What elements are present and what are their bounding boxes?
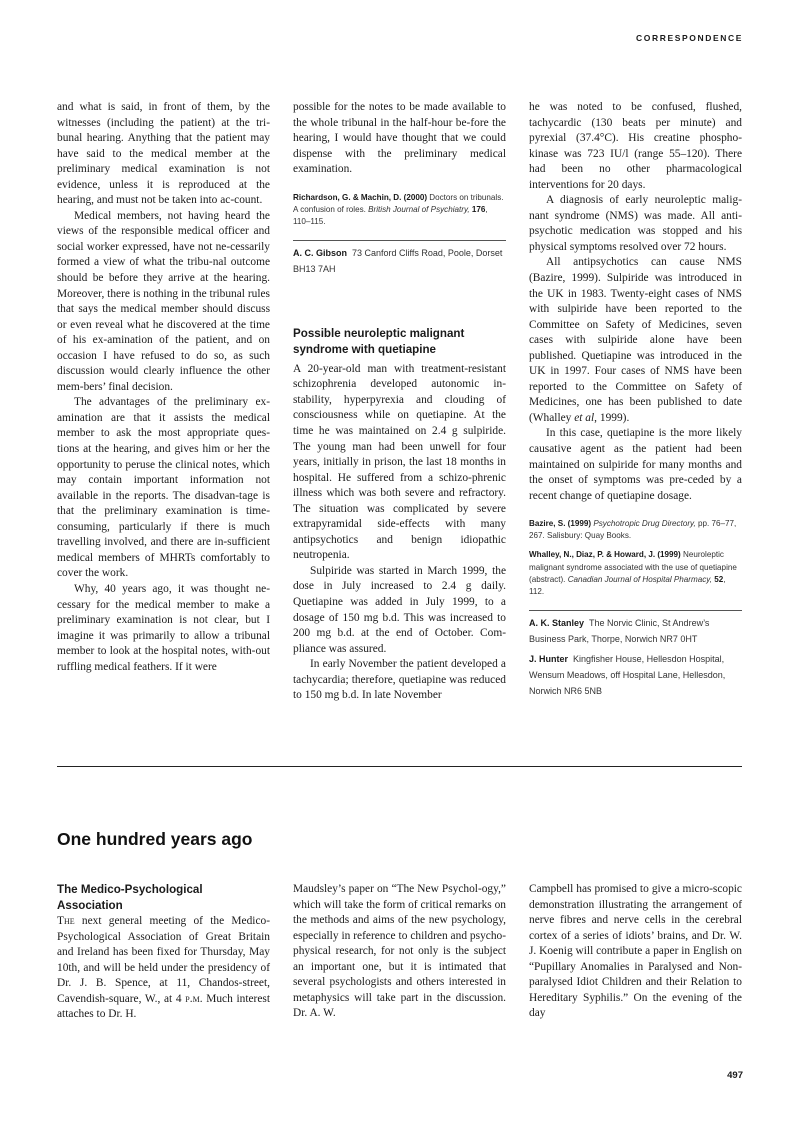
section-divider	[57, 766, 742, 767]
bottom-column-2	[293, 882, 506, 1022]
bottom-column-3	[529, 882, 742, 1022]
ref-authors: Whalley, N., Diaz, P. & Howard, J. (1999)	[529, 550, 681, 560]
author-address: Kingfisher House, Hellesdon Hospital, Wensum Meadows, off Hospital Lane, Hellesdon, Norwich NR6 5NB	[529, 653, 726, 697]
signature-hunter	[529, 651, 742, 700]
paragraph: possible for the notes to be made available to the whole tribunal in the half-hour be-fore the hearing, I would have thought that we could dispense with the preliminary medical examination.	[293, 101, 506, 176]
ref-journal: British Journal of Psychiatry,	[368, 204, 470, 214]
paragraph: A 20-year-old man with treatment-resistant schizophrenia developed autonomic in-stability, hyperpyrexia and clouding of consciousness while on quetiapine. At the time he was maintained on 2.4 g sulpiride. The young man had been unwell for four years, initially in prison, the last 18 months in hospital. He suffered from a schizo-phrenic illness which was both severe and refractory. The situation was complicated by severe extrapyramidal side-effects with many antipsychotics and benign idiopathic neutropenia.	[293, 362, 506, 562]
signature-rule	[529, 610, 742, 611]
paragraph: In this case, quetiapine is the more likely causative agent as the patient had been maintained on sulpiride for many months and the onset of symptoms was pre-ceded by a recent change of quetiapine dosage.	[529, 427, 742, 502]
paragraph	[57, 914, 270, 1023]
signature-stanley	[529, 615, 742, 648]
article-heading: Possible neuroleptic malignant syndrome with quetiapine	[293, 326, 465, 356]
lead-word: The	[57, 915, 75, 927]
author-address: The Norvic Clinic, St Andrew’s Business Park, Thorpe, Norwich NR7 0HT	[529, 617, 710, 645]
ref-pages: , 110–115.	[293, 204, 488, 226]
text-smallcaps: p.m.	[185, 992, 203, 1005]
paragraph: A diagnosis of early neuroleptic malig-nant syndrome (NMS) was made. All anti-psychotic medication was stopped and his physical symptoms resolved over 72 hours.	[529, 194, 742, 253]
ref-title: Neuroleptic malignant syndrome associated with the use of quetiapine (abstract).	[529, 550, 737, 584]
author-name: J. Hunter	[529, 653, 569, 664]
paragraph: Campbell has promised to give a micro-scopic demonstration illustrating the arrangement of nerve fibres and nerve cells in the cerebral cortex of a series of idiots’ brains, and Dr. W. J. Koenig will contribute a paper in English on “Pupillary Anomalies in Paralysed and Non-paralysed Idiot Children and their Relation to Hereditary Syphilis.” On the evening of the day	[529, 883, 742, 1020]
bottom-column-1	[57, 882, 270, 1023]
ref-volume: 176	[471, 204, 486, 214]
paragraph: Sulpiride was started in March 1999, the dose in July increased to 2.4 g daily. Quetiapine was added in July 1999, to a dosage of 150 mg b.d. This was increased to 200 mg b.d. at the end of October. Com-pliance was assured.	[293, 564, 506, 655]
paragraph: he was noted to be confused, flushed, tachycardic (130 beats per minute) and pyrexial (37.4°C). His creatine phospho-kinase was 723 IU/l (range 55–120). There had been no other pharmacological interventions for 20 days.	[529, 101, 742, 191]
ref-pages: , 112.	[529, 574, 726, 596]
text-run: All antipsychotics can cause NMS (Bazire, 1999). Sulpiride was introduced in the UK in 1983. Twenty-eight cases of NMS with sulpiride have been reported to the Committee on Safety of Medicines, seven cases with sulpiride alone have been published. Quetiapine was introduced in the UK in 1997. Four cases of NMS have been reported to the Committee on Safety of Medicines, one has been published to date (Whalley	[529, 256, 742, 424]
ref-rest: pp. 76–77, 267. Salisbury: Quay Books.	[529, 519, 737, 541]
paragraph: In early November the patient developed a tachycardia; therefore, quetiapine was reduced to 150 mg b.d. In late November	[293, 658, 506, 702]
paragraph	[529, 255, 742, 426]
ref-title: Psychotropic Drug Directory,	[593, 519, 696, 529]
paragraph: Maudsley’s paper on “The New Psychol-ogy,” which will take the form of critical remarks on the methods and aims of the new psychology, especially in reference to children and psycho-physical research, for not only is the subject an important one, but it is intimated that several psychologists and others interested in metaphysics will take part in the discussion. Dr. A. W.	[293, 883, 506, 1020]
text-run: next general meeting of the Medico-Psychological Association of Great Britain and Ireland has been fixed for Thursday, May 10th, and will be held under the presidency of Dr. J. B. Spence, at 11, Chandos-street, Cavendish-square, W., at 4	[57, 915, 270, 1005]
paragraph: and what is said, in front of them, by the witnesses (including the patient) at the tri-bunal hearing. Anything that the patient may have said to the medical member at the preliminary medical examination is not evidence, unless it is reproduced at the hearing, and must not be taken into ac-count.	[57, 101, 270, 207]
running-head: CORRESPONDENCE	[636, 33, 743, 43]
page-number: 497	[727, 1070, 743, 1081]
signature-rule	[293, 240, 506, 241]
text-run: Much interest attaches to Dr. H.	[57, 992, 270, 1021]
author-address: 73 Canford Cliffs Road, Poole, Dorset BH13 7AH	[293, 248, 503, 275]
author-name: A. C. Gibson	[293, 248, 347, 259]
ref-title: Doctors on tribunals. A confusion of roles.	[293, 192, 504, 214]
reference-richardson	[293, 192, 506, 228]
section-title: One hundred years ago	[57, 829, 253, 849]
article-heading: The Medico-Psychological Association	[57, 883, 203, 912]
paragraph: Medical members, not having heard the views of the responsible medical officer and social worker expressed, have not ne-cessarily formed a view of what the tribu-nal outcome should be before they arrive at the hearing. Moreover, there is nothing in the tribunal rules that says the medical member should discuss or even reveal what he discovered at the time of his ex-amination of the patient, and on occasion I have refused to do so, as such discussion would clearly influence the other mem-bers’ final decision.	[57, 209, 270, 393]
reference-bazire	[529, 518, 742, 542]
column-1	[57, 100, 270, 675]
reference-whalley	[529, 549, 742, 597]
ref-authors: Bazire, S. (1999)	[529, 519, 592, 529]
author-name: A. K. Stanley	[529, 617, 585, 628]
ref-journal: Canadian Journal of Hospital Pharmacy,	[567, 574, 712, 584]
text-italic: et al	[574, 411, 595, 424]
column-3	[529, 100, 742, 700]
ref-authors: Richardson, G. & Machin, D. (2000)	[293, 192, 428, 202]
signature-gibson	[293, 245, 506, 278]
paragraph: The advantages of the preliminary ex-amination are that it assists the medical member to ask the most appropriate ques-tions at the hearing, and gives him or her the opportunity to peruse the clinical notes, which may contain important information not available in the reports. The disadvan-tage is that the preliminary examination is time-consuming, particularly if there is much travelling involved, and there are in-sufficient medical members of MHRTs comfortably to cover the work.	[57, 396, 270, 580]
text-run: , 1999).	[594, 411, 630, 424]
paragraph: Why, 40 years ago, it was thought ne-cessary for the medical member to make a preliminary examination is not clear, but I imagine it was primarily to allow a tribunal member to look at the hospital notes, with-out ruffling medical feathers. If it were	[57, 582, 270, 673]
ref-volume: 52	[714, 574, 724, 584]
column-2	[293, 100, 506, 704]
